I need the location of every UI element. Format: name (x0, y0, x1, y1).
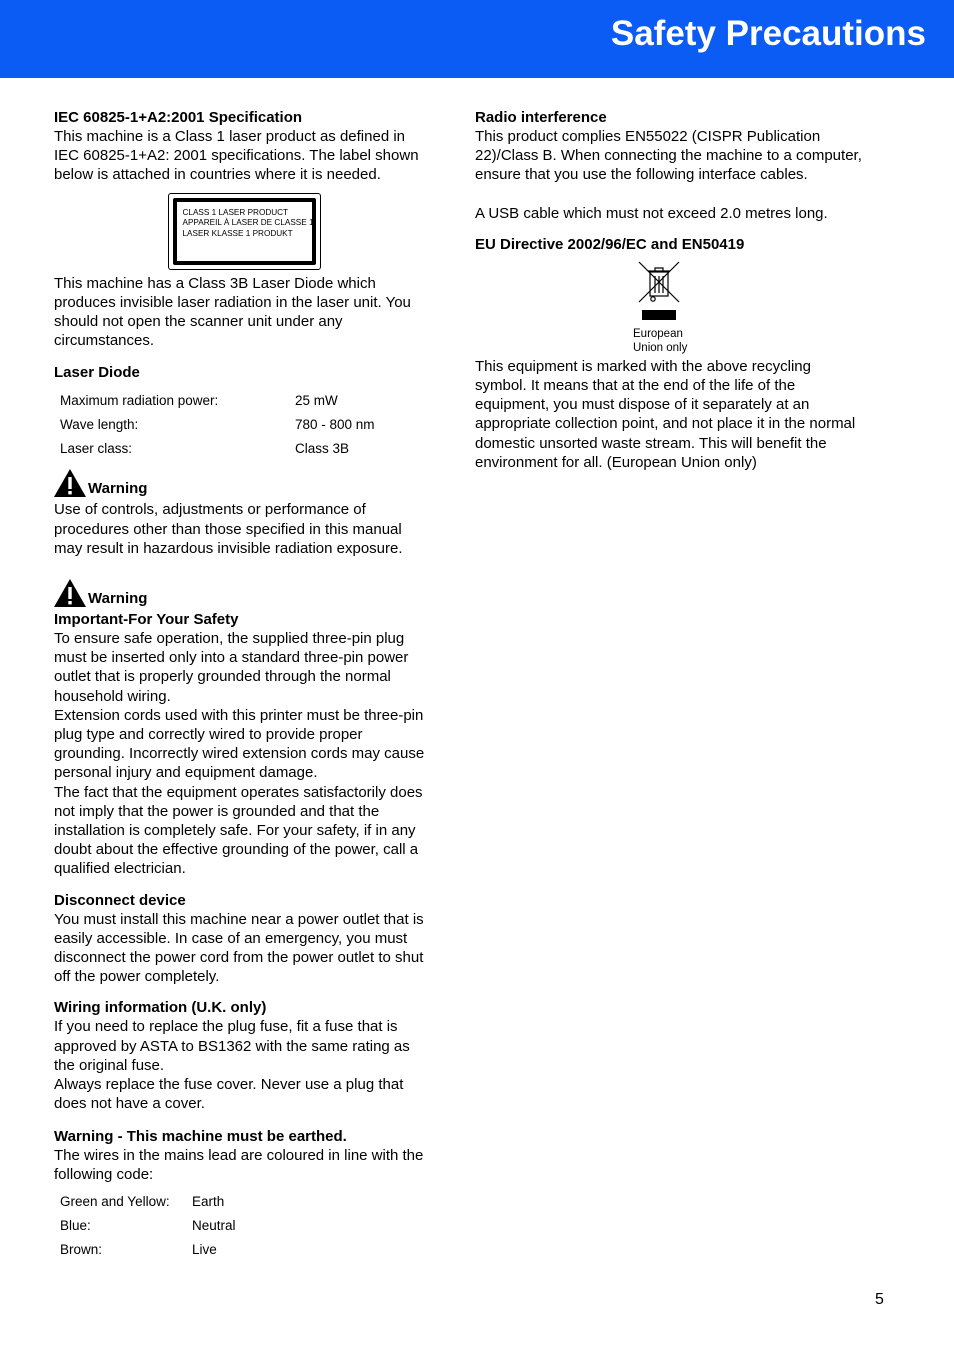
usb-text: A USB cable which must not exceed 2.0 metres long. (475, 204, 828, 222)
earth-heading: Warning - This machine must be earthed. (54, 1127, 347, 1145)
crossed-out-wheelie-bin-icon (637, 260, 681, 322)
eu-heading: EU Directive 2002/96/EC and EN50419 (475, 235, 745, 253)
wire-code-table (60, 1190, 236, 1262)
class1-laser-label (168, 193, 321, 270)
earth-text: The wires in the mains lead are coloured in line with the following code: (54, 1146, 424, 1183)
spec-value: Class 3B (295, 440, 350, 456)
wire-value: Live (192, 1242, 217, 1258)
wire-label: Green and Yellow: (60, 1194, 170, 1210)
wire-value: Neutral (192, 1218, 236, 1234)
spec-value: 780 - 800 nm (295, 416, 375, 432)
warning-triangle-icon (54, 578, 88, 608)
radio-text: This product complies EN55022 (CISPR Publication 22)/Class B. When connecting the machine to a computer, ensure that you use the following interface cables. (475, 128, 862, 184)
disconnect-text: You must install this machine near a power outlet that is easily accessible. In case of an emergency, you must disconnect the power cord from the power outlet to shut off the power completely. (54, 910, 424, 986)
warning-label: Warning (88, 480, 148, 498)
radio-heading: Radio interference (475, 109, 607, 126)
laser-diode-heading: Laser Diode (54, 364, 140, 382)
table-row (60, 436, 375, 460)
diode-text: This machine has a Class 3B Laser Diode which produces invisible laser radiation in the laser unit. You should not open the scanner unit under any circumstances. (54, 274, 411, 350)
wiring-paragraph: Always replace the fuse cover. Never use a plug that does not have a cover. (54, 1076, 404, 1113)
disconnect-heading: Disconnect device (54, 891, 186, 909)
warning1-text: Use of controls, adjustments or performance of procedures other than those specified in this manual may result in hazardous invisible radiation exposure. (54, 501, 403, 557)
wire-label: Blue: (60, 1218, 91, 1234)
wiring-paragraph: If you need to replace the plug fuse, fit a fuse that is approved by ASTA to BS1362 with the same rating as the original fuse. (54, 1018, 410, 1074)
safety-heading: Important-For Your Safety (54, 611, 239, 629)
wire-label: Brown: (60, 1242, 103, 1258)
safety-paragraph: To ensure safe operation, the supplied three-pin plug must be inserted only into a standard three-pin power outlet that is properly grounded through the normal household wiring. (54, 630, 409, 705)
laser-label-line: APPAREIL À LASER DE CLASSE 1 (182, 218, 314, 228)
spec-value: 25 mW (295, 392, 338, 408)
right-column (475, 109, 865, 472)
warning-row (54, 466, 434, 498)
page-number: 5 (875, 1291, 884, 1308)
warning-triangle-icon (54, 468, 88, 498)
left-column (54, 109, 434, 1262)
table-row (60, 388, 375, 412)
eu-text: This equipment is marked with the above recycling symbol. It means that at the end of the life of the equipment, you must dispose of it separately at an appropriate collection point, and not place it in the normal domestic unsorted waste stream. This will benefit the environment for all. (European Union only) (475, 357, 856, 471)
table-row (60, 412, 375, 436)
table-row (60, 1238, 236, 1262)
laser-label-line: CLASS 1 LASER PRODUCT (182, 207, 289, 217)
weee-caption: European (633, 327, 683, 340)
weee-figure (633, 260, 703, 355)
spec-label: Maximum radiation power: (60, 392, 219, 408)
safety-paragraph: The fact that the equipment operates satisfactorily does not imply that the power is grounded and that the installation is completely safe. For your safety, if in any doubt about the effective grounding of the power, call a qualified electrician. (54, 783, 423, 878)
wiring-heading: Wiring information (U.K. only) (54, 999, 267, 1017)
iec-text: This machine is a Class 1 laser product as defined in IEC 60825-1+A2: 2001 specifications. The label shown below is attached in countries where it is needed. (54, 128, 419, 184)
wire-value: Earth (192, 1194, 225, 1210)
weee-caption: Union only (633, 341, 688, 354)
laser-label-figure (54, 193, 434, 270)
header-band (0, 0, 954, 78)
warning-label: Warning (88, 590, 148, 608)
spec-label: Wave length: (60, 416, 139, 432)
safety-paragraph: Extension cords used with this printer must be three-pin plug type and correctly wired to provide proper grounding. Incorrectly wired extension cords may cause personal injury and equipment damage. (54, 706, 425, 782)
table-row (60, 1214, 236, 1238)
spec-label: Laser class: (60, 440, 133, 456)
iec-heading: IEC 60825-1+A2:2001 Specification (54, 109, 303, 126)
table-row (60, 1190, 236, 1214)
laser-label-line: LASER KLASSE 1 PRODUKT (182, 228, 293, 238)
page-title: Safety Precautions (610, 14, 926, 53)
laser-spec-table (60, 388, 375, 460)
warning-row (54, 576, 434, 608)
